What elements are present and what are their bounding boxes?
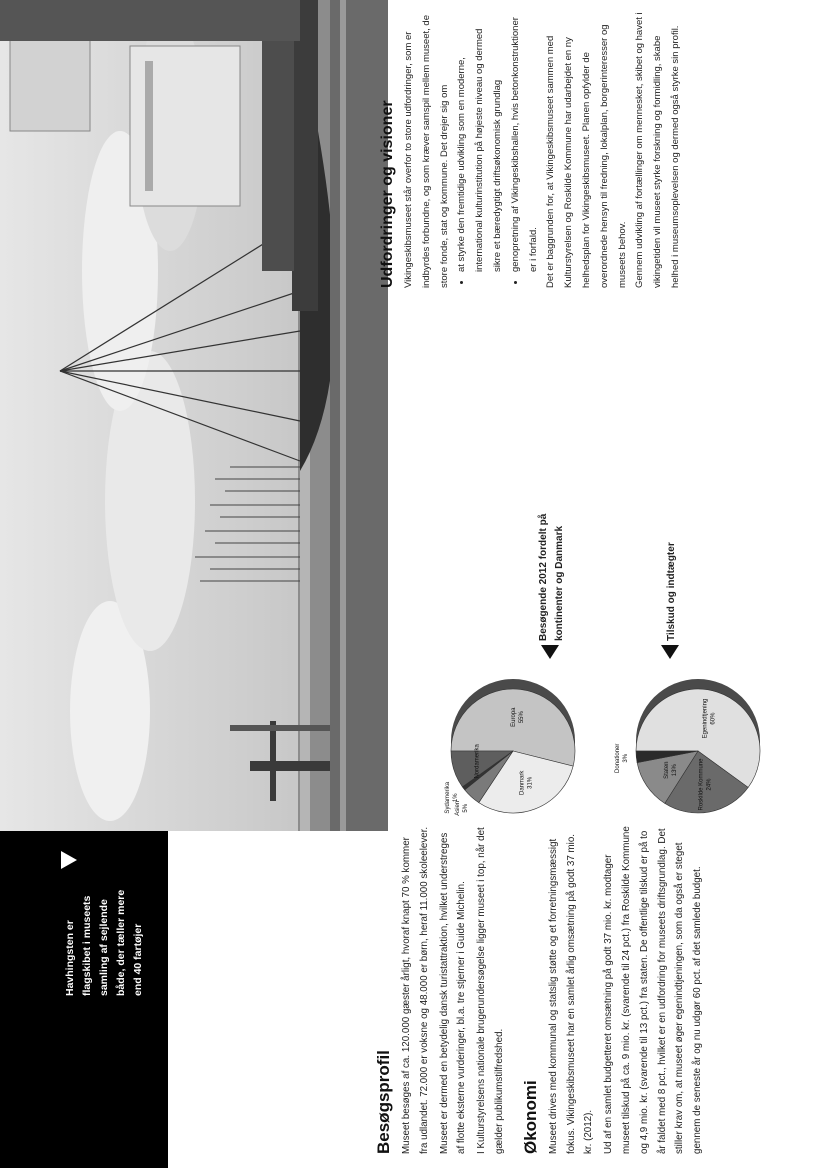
slice-label: Danmark bbox=[519, 770, 526, 795]
list-item: • genopretning af Vikingeskibshallen, hvis betonkonstruktioner er i forfald. bbox=[507, 8, 543, 272]
slice-value-label: 24% bbox=[706, 778, 713, 791]
visitors-pie-chart bbox=[443, 661, 593, 831]
oekonomi-paragraph-2: Ud af en samlet budgetteret omsætning på godt 37 mio. kr. modtager museet tilskud på ca. 9 mio. kr. (svarende til 24 pct.) fra Roskilde Kommune og 4,9 mio. kr. (svarende til 13 pct.) fra staten. De offentlige tilskud er på to år faldet med 8 pct., hvilket er en udfordring for museets driftsgrundlag. Det stiller krav om, at museet øger egenindtjeningen, som da også er steget gennem de seneste år og nu udgør 60 pct. af det samlede budget. bbox=[603, 826, 704, 1154]
triangle-icon bbox=[541, 645, 559, 659]
slice-value-label: 31% bbox=[527, 776, 534, 789]
udfordringer-heading: Udfordringer og visioner bbox=[379, 100, 396, 288]
caption-panel bbox=[0, 830, 168, 1168]
slice-value-label: 55% bbox=[519, 711, 526, 724]
slice-label: Staten bbox=[663, 761, 670, 779]
charts-area bbox=[388, 321, 825, 831]
udfordringer-paragraph-3: Gennem udvikling af fortællinger om mennesket, skibet og havet i vikingetiden vil museet styrke forskning og formidling, skabe helhed i museumsoplevelsen og dermed også styrke sin profil. bbox=[634, 12, 681, 288]
left-text-column bbox=[374, 824, 709, 1154]
list-item: • at styrke den fremtidige udvikling som en moderne, international kulturinstitution på højeste niveau og dermed sikre et bæredygtigt driftsøkonomisk grundlag bbox=[453, 8, 506, 272]
slice-label: Sydamerika bbox=[445, 781, 452, 814]
besoegsprofil-paragraph-1: Museet besøges af ca. 120.000 gæster årligt, hvoraf knapt 70 % kommer fra udlandet. 72.000 er voksne og 48.000 er børn, heraf 11.000 skoleelever. bbox=[401, 826, 430, 1154]
slice-label: Donationer bbox=[614, 743, 621, 773]
oekonomi-paragraph-1: Museet drives med kommunal og statslig støtte og et forretningsmæssigt fokus. Vikingeskibsmuseet har en samlet årlig omsætning på godt 37 mio. kr. (2012). bbox=[547, 833, 595, 1154]
besoegsprofil-paragraph-3: I Kulturstyrelsens nationale brugerundersøgelse ligger museet i top, når det gælder publikumstilfredshed. bbox=[476, 827, 505, 1154]
harbour-photo bbox=[0, 0, 388, 831]
finance-pie-chart bbox=[614, 661, 778, 831]
udfordringer-paragraph-2: Det er baggrunden for, at Vikingeskibsmuseet sammen med Kulturstyrelsen og Roskilde Kommune har udarbejdet en ny helhedsplan for Vikingeskibsmuseet. Planen opfylder de overordnede hensyn til fredning, lokalplan, borgerinteresser og museets behov. bbox=[545, 24, 628, 288]
slice-value-label: 1% bbox=[453, 793, 460, 803]
right-text-column bbox=[378, 8, 685, 288]
triangle-icon bbox=[661, 645, 679, 659]
slice-value-label: 3% bbox=[622, 753, 629, 763]
slice-label: Nordamerika bbox=[474, 744, 481, 779]
slice-label: Europa bbox=[511, 707, 518, 727]
finance-chart-title: Tilskud og indtægter bbox=[666, 542, 677, 641]
slice-value-label: 60% bbox=[710, 712, 717, 725]
udfordringer-paragraph-1: Vikingeskibsmuseet står overfor to store udfordringer, som er indbyrdes forbundne, og som kræver samspil mellem museet, de store fonde, stat og kommune. Det drejer sig om bbox=[403, 15, 450, 288]
slice-label: Egenindtjening bbox=[702, 698, 709, 739]
triangle-icon bbox=[61, 851, 77, 869]
oekonomi-heading: Økonomi bbox=[520, 1080, 540, 1154]
slice-label: Roskilde Kommune bbox=[698, 758, 705, 811]
photo-caption: Havhingsten er flagskibet i museets samling af sejlende både, der tæller mere end 40 fartøjer bbox=[64, 889, 144, 996]
besoegsprofil-paragraph-2: Museet er dermed en betydelig dansk turistattraktion, hvilket understreges af flotte eksterne vurderinger, bl.a. tre stjerner i Guide Michelin. bbox=[438, 832, 468, 1154]
slice-value-label: 13% bbox=[671, 764, 678, 777]
slice-label: Asien bbox=[454, 800, 461, 816]
besoegsprofil-heading: Besøgsprofil bbox=[374, 1050, 393, 1154]
udfordringer-bullets bbox=[453, 8, 542, 288]
slice-value-label: 5% bbox=[462, 803, 469, 813]
visitors-chart-title: Besøgende 2012 fordelt på kontinenter og Danmark bbox=[538, 513, 565, 641]
